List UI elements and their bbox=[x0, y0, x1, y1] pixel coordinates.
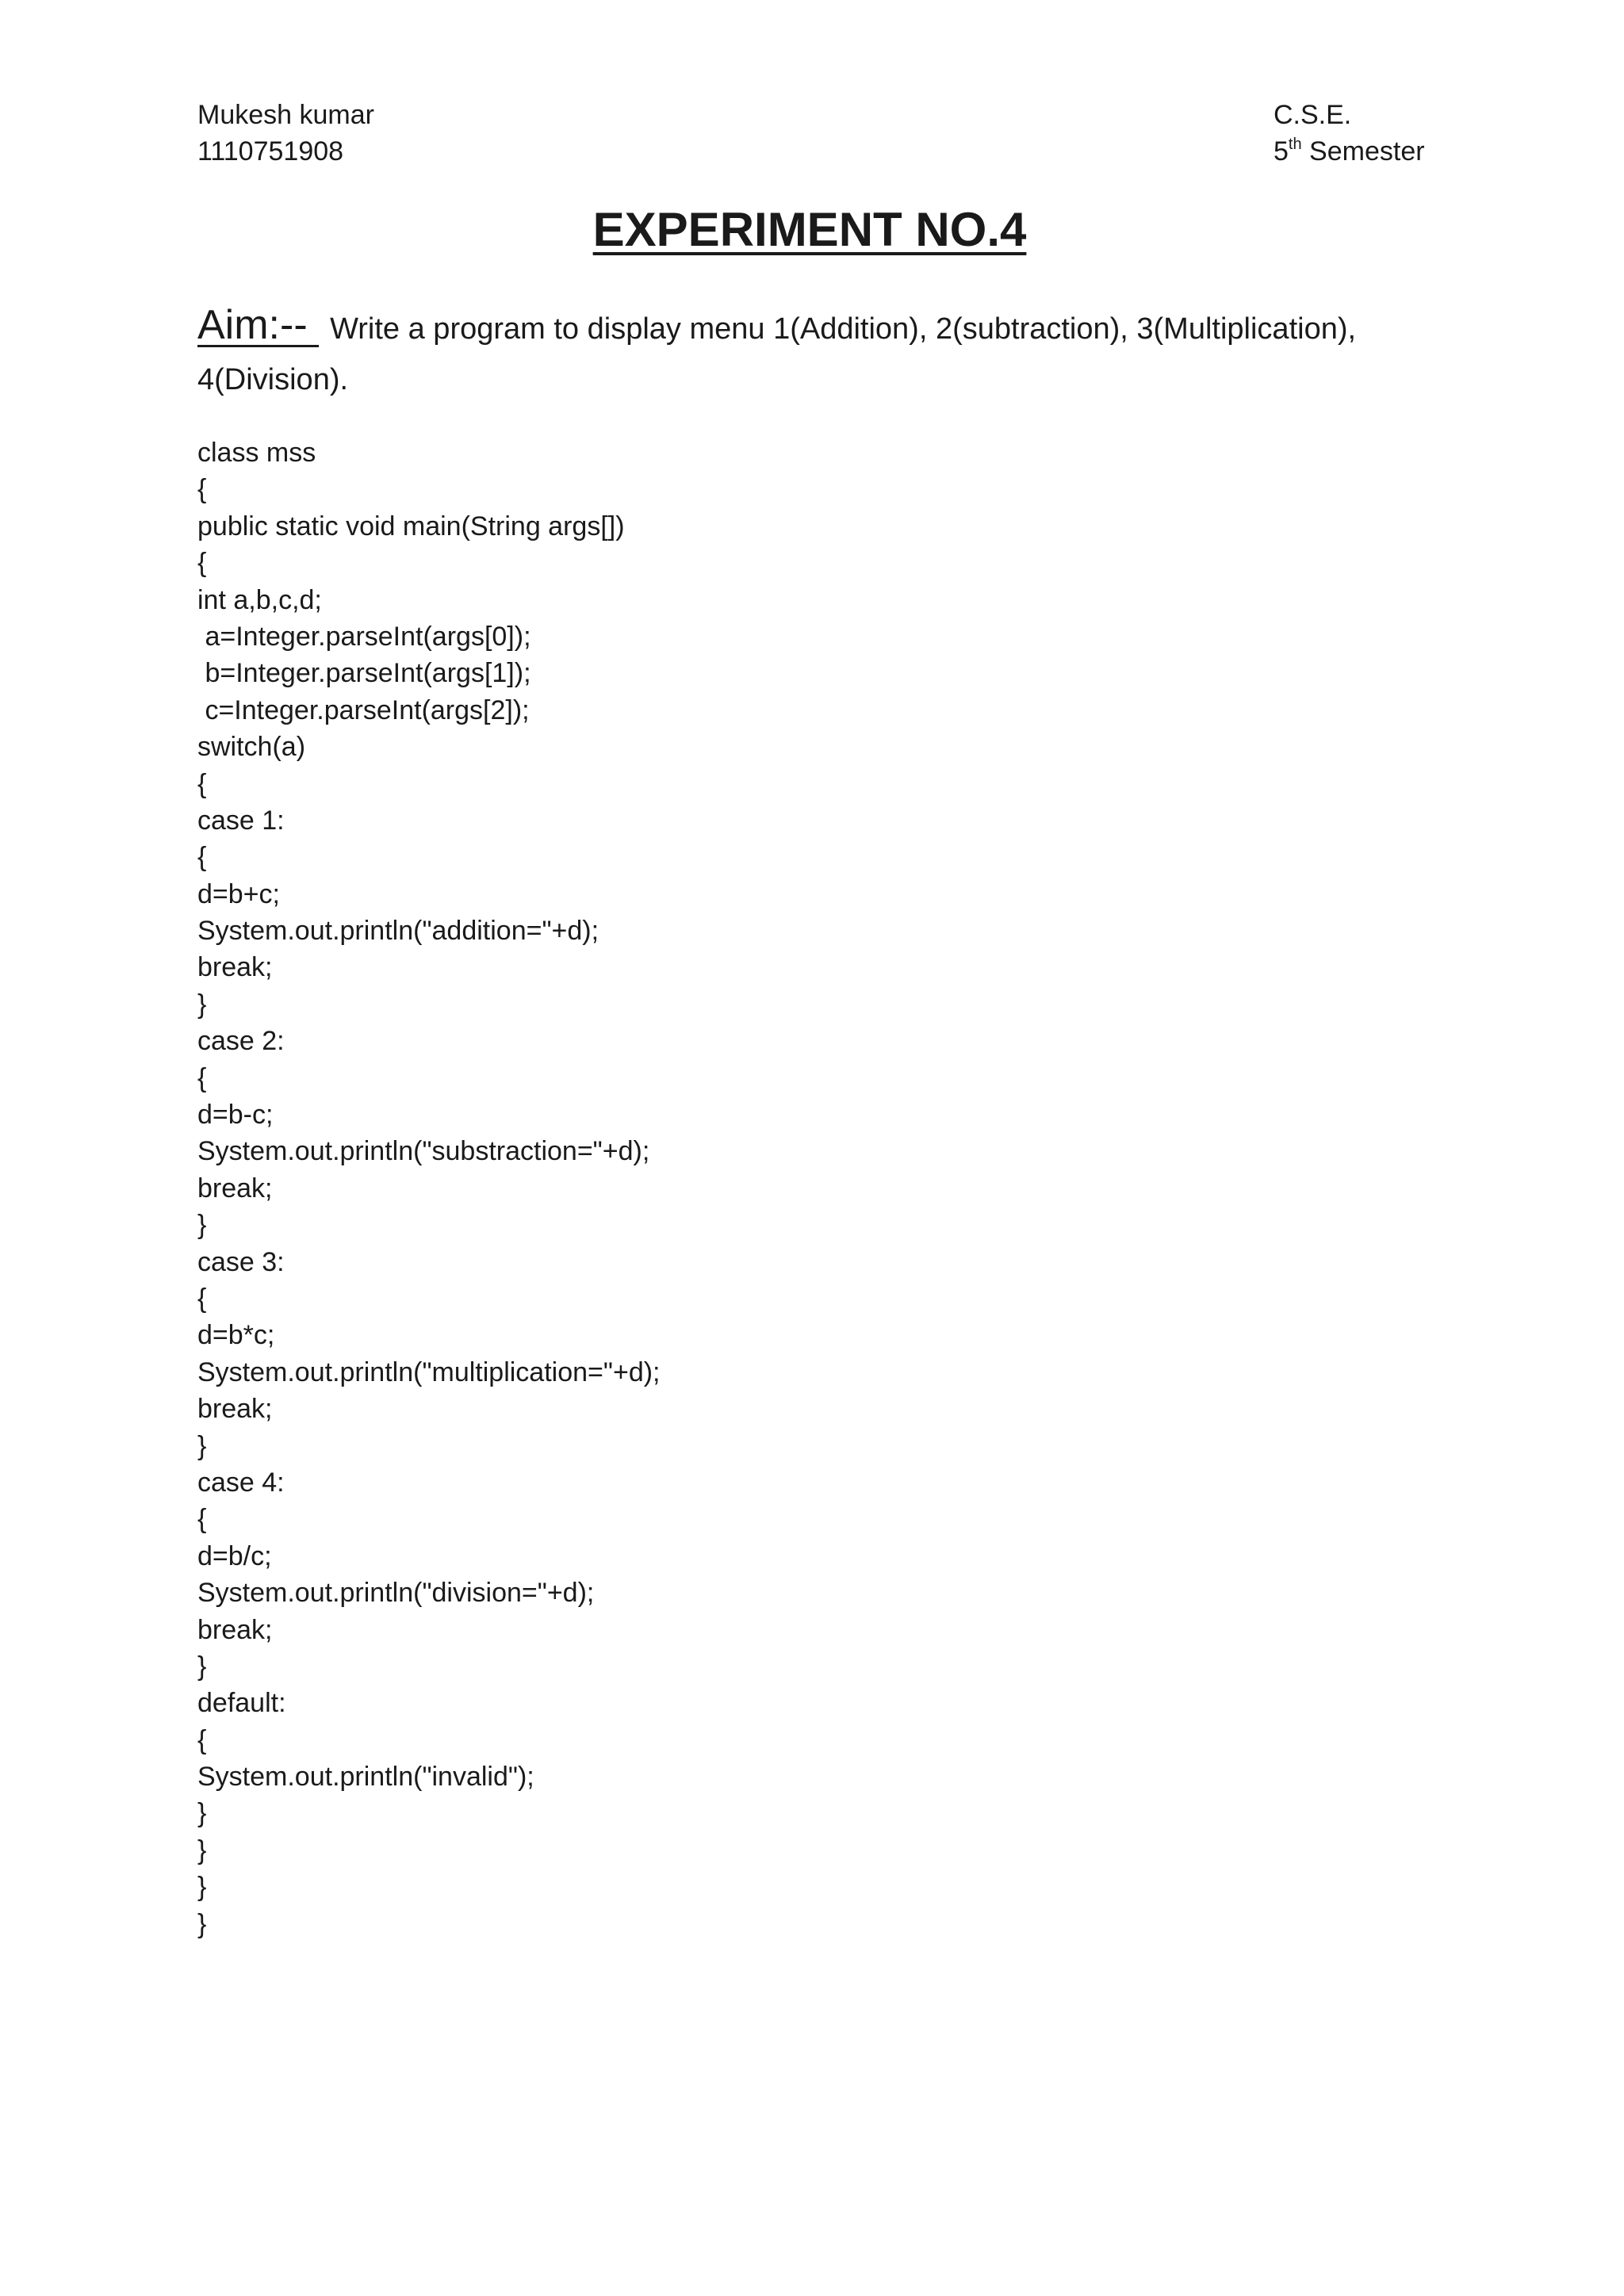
code-line: } bbox=[197, 989, 207, 1020]
code-line: case 4: bbox=[197, 1467, 285, 1498]
code-line: case 2: bbox=[197, 1026, 285, 1057]
experiment-title: EXPERIMENT NO.4 bbox=[592, 203, 1027, 256]
code-line: switch(a) bbox=[197, 732, 306, 763]
code-line: { bbox=[197, 842, 207, 873]
code-line: { bbox=[197, 768, 207, 799]
code-line: default: bbox=[197, 1688, 286, 1719]
code-line: { bbox=[197, 1062, 207, 1093]
student-name: Mukesh kumar bbox=[197, 100, 374, 130]
code-line: System.out.println("multiplication="+d); bbox=[197, 1357, 661, 1387]
course-info bbox=[1274, 97, 1425, 170]
code-line: break; bbox=[197, 952, 273, 983]
code-line: { bbox=[197, 474, 207, 505]
code-line: { bbox=[197, 1504, 207, 1535]
code-line: } bbox=[197, 1210, 207, 1241]
code-line: int a,b,c,d; bbox=[197, 584, 322, 615]
code-line: } bbox=[197, 1835, 207, 1866]
code-line: } bbox=[197, 1908, 207, 1939]
aim-text: Write a program to display menu 1(Addition), 2(subtraction), 3(Multiplication), 4(Division). bbox=[197, 312, 1357, 396]
code-line: b=Integer.parseInt(args[1]); bbox=[197, 658, 531, 689]
code-line: public static void main(String args[]) bbox=[197, 511, 625, 541]
code-line: break; bbox=[197, 1614, 273, 1645]
code-line: System.out.println("invalid"); bbox=[197, 1762, 534, 1793]
aim-section bbox=[197, 300, 1434, 405]
code-line: } bbox=[197, 1430, 207, 1461]
code-line: } bbox=[197, 1798, 207, 1829]
roll-number: 1110751908 bbox=[197, 136, 344, 166]
code-line: } bbox=[197, 1872, 207, 1903]
code-line: System.out.println("division="+d); bbox=[197, 1578, 595, 1609]
department: C.S.E. bbox=[1274, 100, 1352, 130]
code-line: System.out.println("substraction="+d); bbox=[197, 1136, 650, 1167]
student-info bbox=[197, 97, 374, 170]
code-line: case 1: bbox=[197, 805, 285, 836]
code-line: { bbox=[197, 1283, 207, 1314]
code-line: d=b-c; bbox=[197, 1100, 274, 1131]
code-line: { bbox=[197, 548, 207, 579]
code-line: break; bbox=[197, 1173, 273, 1203]
semester-word: Semester bbox=[1301, 136, 1425, 166]
semester-number: 5 bbox=[1274, 136, 1289, 166]
code-line: d=b*c; bbox=[197, 1320, 275, 1351]
page-title bbox=[0, 198, 1624, 262]
aim-label: Aim:-- bbox=[197, 302, 320, 348]
semester-suffix: th bbox=[1288, 136, 1302, 153]
code-line: d=b/c; bbox=[197, 1540, 272, 1571]
code-line: c=Integer.parseInt(args[2]); bbox=[197, 695, 530, 725]
semester bbox=[1274, 133, 1425, 170]
code-line: case 3: bbox=[197, 1246, 285, 1277]
code-line: System.out.println("addition="+d); bbox=[197, 916, 599, 947]
code-line: { bbox=[197, 1724, 207, 1755]
code-line: break; bbox=[197, 1394, 273, 1425]
code-listing bbox=[197, 434, 661, 1942]
code-line: class mss bbox=[197, 438, 316, 468]
code-line: d=b+c; bbox=[197, 878, 280, 909]
code-line: } bbox=[197, 1651, 207, 1682]
code-line: a=Integer.parseInt(args[0]); bbox=[197, 621, 531, 652]
